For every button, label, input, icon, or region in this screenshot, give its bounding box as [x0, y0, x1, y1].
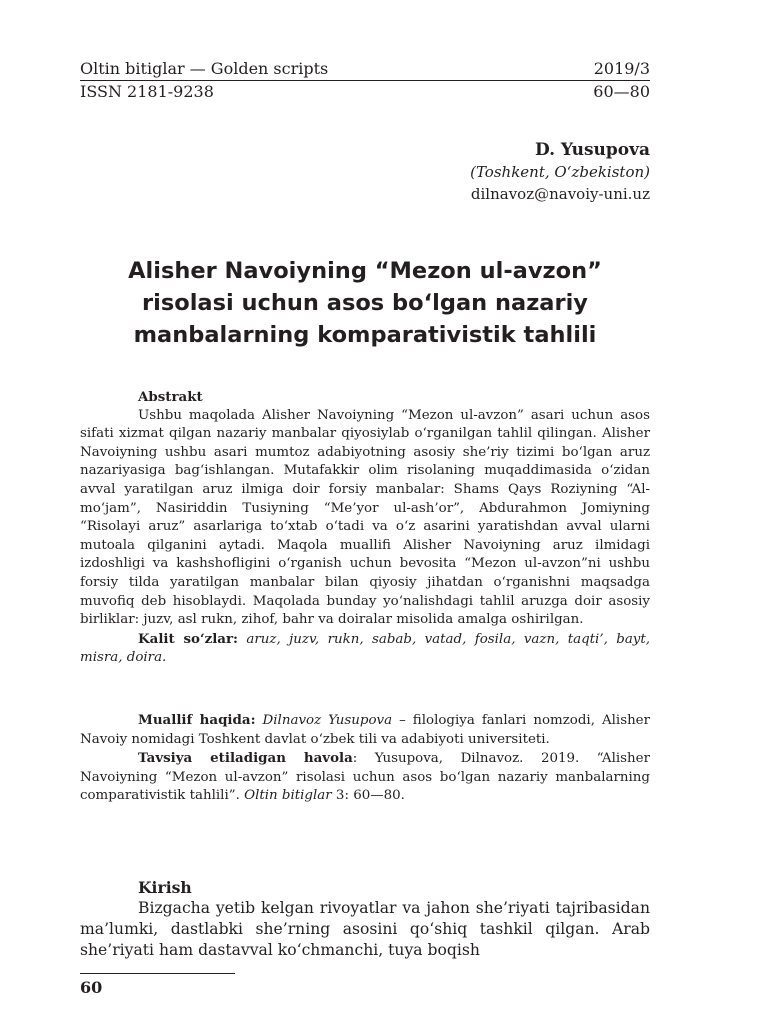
abstract-text: Ushbu maqolada Alisher Navoiyning “Mezon ul-avzon” asari uchun asos sifati xizmat qilgan nazariy manbalar qiyosiylab o‘rganilgan tahlil qilingan. Alisher Navoiyning ushbu asari mumtoz adabiyotning asosiy she’riy tizimi bo‘lgan aruz nazariyasiga bag‘ishlangan. Mutafakkir olim risolaning muqaddimasida o‘zidan avval yaratilgan aruz ilmiga doir forsiy manbalar: Shams Qays Roziyning “Al-mo‘jam”, Nasiriddin Tusiyning “Me’yor ul-ash’or”, Abdurahmon Jomiyning “Risolayi aruz” asarlariga to‘xtab o‘tadi va o‘z asarini yaratishdan avval ularni mutoala qilganini aytadi. Maqola muallifi Alisher Navoiyning aruz ilmidagi izdoshligi va kashshofligini o‘rganish uchun bevosita “Mezon ul-avzon”ni ushbu forsiy tilda yaratilgan manbalar bilan qiyosiy jihatdan o‘rganishni maqsadga muvofiq deb hisoblaydi. Maqolada bunday yo‘nalishdagi tahlil aruzga doir asosiy birliklar: juzv, asl rukn, zihof, bahr va doiralar misolida amalga oshirilgan.	[80, 407, 650, 628]
article-title	[80, 255, 650, 351]
issn-row	[80, 83, 650, 101]
intro-heading: Kirish	[138, 878, 192, 897]
about-label: Muallif haqida:	[138, 712, 256, 728]
about-text: – filologiya fanlari nomzodi, Alisher Navoiy nomidagi Toshkent davlat o‘zbek tili va adabiyoti universiteti.	[80, 713, 651, 747]
keywords-list: aruz, juzv, rukn, sabab, vatad, fosila, vazn, taqti’, bayt, misra, doira.	[80, 631, 650, 666]
header-rule	[80, 80, 650, 81]
abstract-label: Abstrakt	[138, 389, 203, 405]
issn: ISSN 2181-9238	[80, 82, 214, 101]
citation	[80, 749, 650, 806]
author-block	[470, 139, 650, 205]
citation-label: Tavsiya etiladigan havola	[138, 750, 353, 767]
keywords-label: Kalit so‘zlar:	[138, 630, 238, 647]
citation-journal: Oltin bitiglar	[244, 788, 332, 804]
citation-text: : Yusupova, Dilnavoz. 2019. “Alisher Navoiyning “Mezon ul-avzon” risolasi uchun asos bo‘lgan nazariy manbalarning comparativistik tahlili”.	[80, 751, 650, 804]
title-line: risolasi uchun asos bo‘lgan nazariy	[142, 290, 588, 316]
abstract-section	[80, 388, 650, 668]
running-header	[80, 60, 650, 78]
journal-name: Oltin bitiglar — Golden scripts	[80, 59, 329, 78]
author-email[interactable]: dilnavoz@navoiy-uni.uz	[470, 185, 650, 203]
intro-section	[80, 877, 650, 961]
citation-end: 3: 60—80.	[331, 788, 405, 804]
intro-text: Bizgacha yetib kelgan rivoyatlar va jahon she’riyati tajribasidan ma’lumki, dastlabki she’rning asosini qo‘shiq tashkil qilgan. Arab she’riyati ham dastavval ko‘chmanchi, tuya boqish	[80, 899, 650, 959]
title-line: Alisher Navoiyning “Mezon ul-avzon”	[128, 258, 602, 284]
about-author	[80, 711, 650, 749]
page-number: 60	[80, 978, 103, 997]
author-name: D. Yusupova	[534, 140, 650, 160]
page-range: 60—80	[593, 82, 650, 101]
title-line: manbalarning komparativistik tahlili	[133, 322, 597, 348]
about-section	[80, 711, 650, 806]
footnote-rule	[80, 973, 235, 974]
about-name: Dilnavoz Yusupova	[262, 713, 393, 728]
keywords	[80, 630, 650, 668]
issue-number: 2019/3	[593, 59, 650, 78]
author-location: (Toshkent, O‘zbekiston)	[470, 163, 650, 181]
